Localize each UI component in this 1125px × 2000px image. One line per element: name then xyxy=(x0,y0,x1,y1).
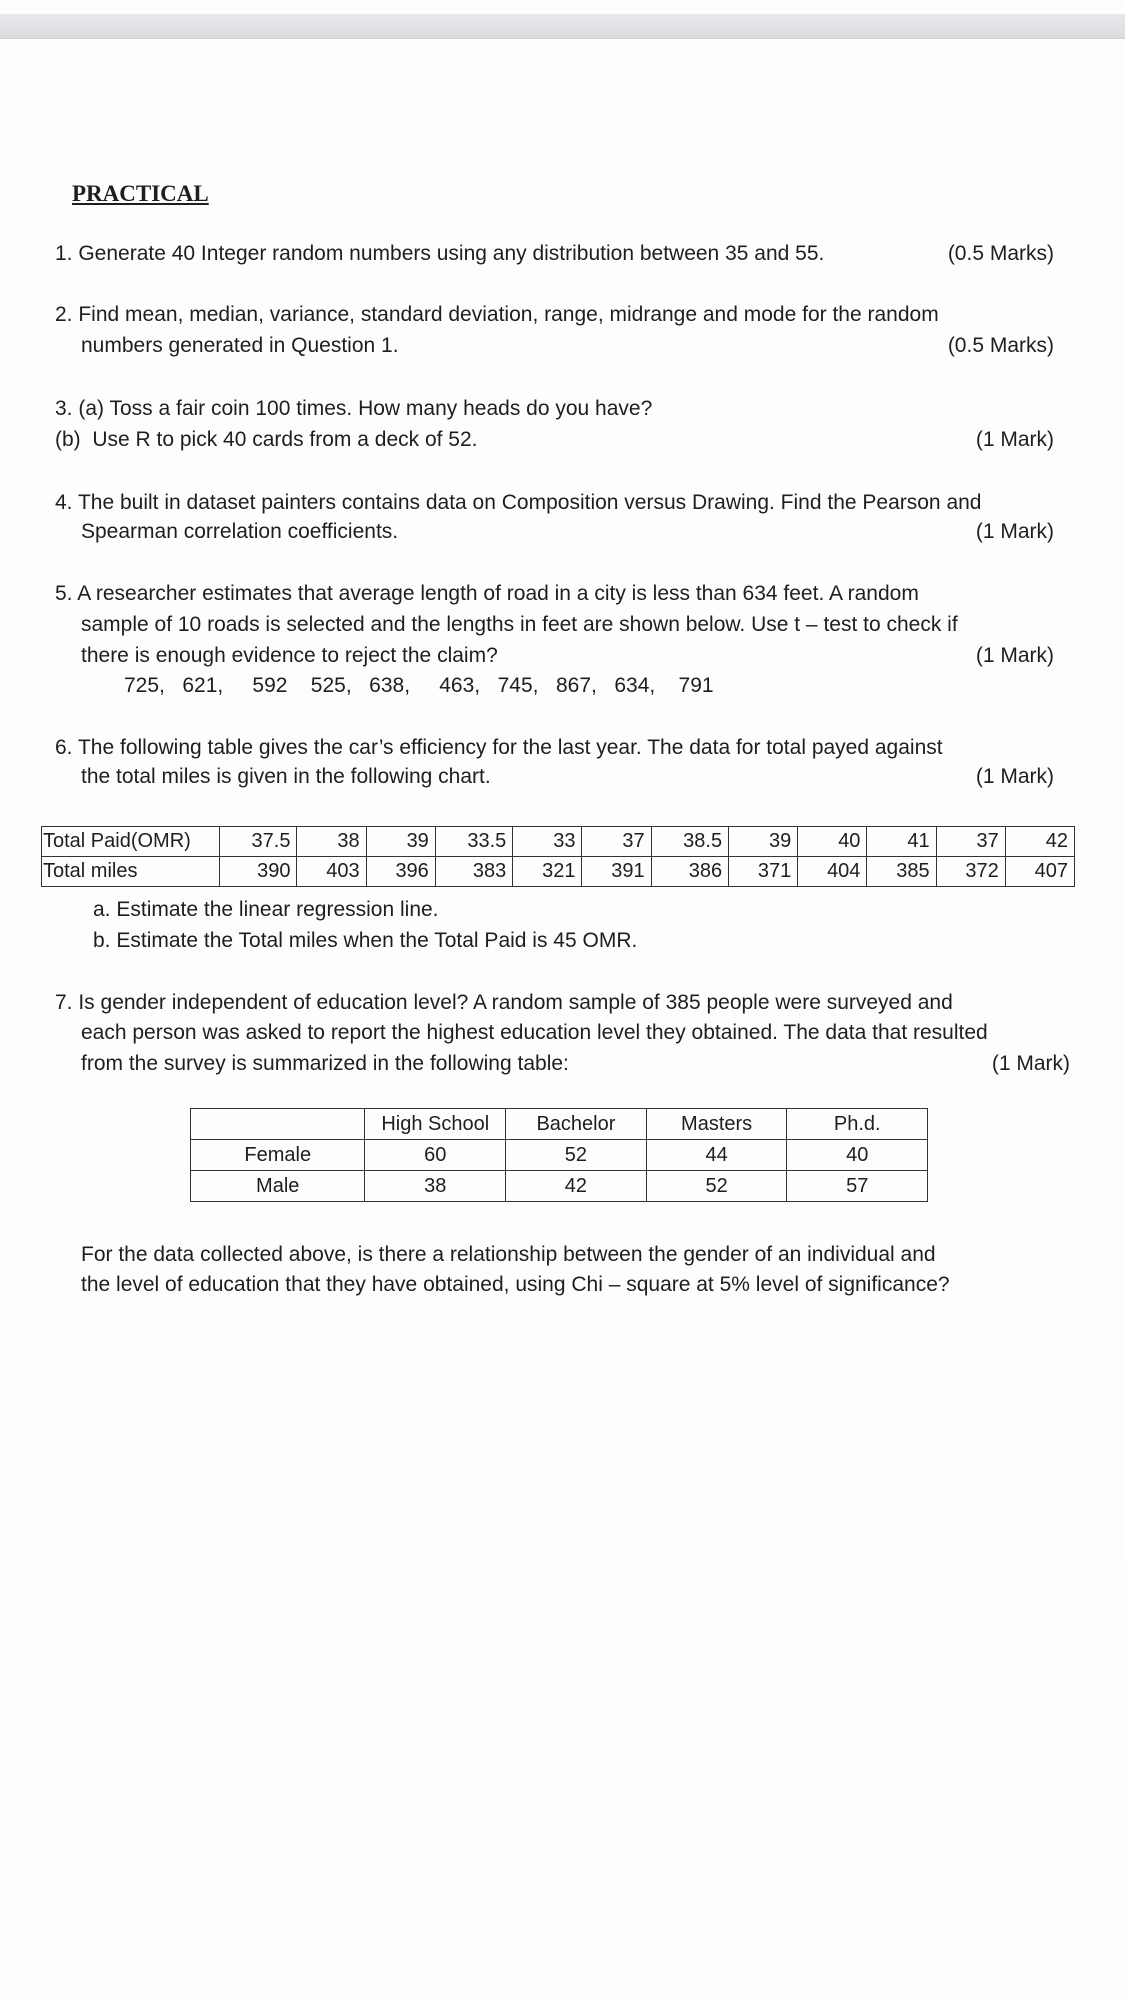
table-cell: 407 xyxy=(1005,857,1074,887)
column-header: Masters xyxy=(646,1109,787,1140)
question-3-line-2: (b) Use R to pick 40 cards from a deck of 52. xyxy=(55,428,478,451)
empty-corner-cell xyxy=(191,1109,365,1140)
question-7-marks: (1 Mark) xyxy=(991,1052,1070,1075)
table-cell: 42 xyxy=(1005,827,1074,857)
table-cell: 52 xyxy=(506,1140,647,1171)
page-title: PRACTICAL xyxy=(72,181,209,206)
education-table xyxy=(190,1108,928,1202)
question-7-follow-up-line-2: the level of education that they have obtained, using Chi – square at 5% level of significance? xyxy=(81,1273,950,1296)
table-cell: 383 xyxy=(435,857,512,887)
question-4-marks: (1 Mark) xyxy=(975,520,1054,543)
table-cell: 390 xyxy=(220,857,297,887)
table-cell: 37 xyxy=(582,827,651,857)
question-5-line-1: 5. A researcher estimates that average length of road in a city is less than 634 feet. A random xyxy=(55,582,919,605)
question-6-line-1: 6. The following table gives the car’s efficiency for the last year. The data for total payed against xyxy=(55,736,943,759)
table-cell: 57 xyxy=(787,1171,928,1202)
table-header-row xyxy=(191,1109,928,1140)
row-label-total-miles: Total miles xyxy=(42,857,220,887)
table-cell: 44 xyxy=(646,1140,787,1171)
table-row xyxy=(42,827,1075,857)
table-cell: 391 xyxy=(582,857,651,887)
question-6-line-2: the total miles is given in the following chart. xyxy=(81,765,491,788)
browser-top-bar xyxy=(0,14,1125,39)
table-cell: 41 xyxy=(867,827,936,857)
row-label: Female xyxy=(191,1140,365,1171)
question-6-part-a: a. Estimate the linear regression line. xyxy=(93,898,439,921)
question-7-line-2: each person was asked to report the highest education level they obtained. The data that resulted xyxy=(81,1021,988,1044)
question-4-line-2: Spearman correlation coefficients. xyxy=(81,520,399,543)
table-cell: 39 xyxy=(366,827,435,857)
question-1-marks: (0.5 Marks) xyxy=(947,242,1054,265)
efficiency-table xyxy=(41,826,1075,887)
table-cell: 42 xyxy=(506,1171,647,1202)
table-cell: 52 xyxy=(646,1171,787,1202)
table-cell: 403 xyxy=(297,857,366,887)
table-row xyxy=(191,1171,928,1202)
table-cell: 386 xyxy=(651,857,728,887)
question-5-marks: (1 Mark) xyxy=(975,644,1054,667)
column-header: Ph.d. xyxy=(787,1109,928,1140)
question-2-line-1: 2. Find mean, median, variance, standard deviation, range, midrange and mode for the random xyxy=(55,303,939,326)
question-3-marks: (1 Mark) xyxy=(975,428,1054,451)
question-7-line-3: from the survey is summarized in the following table: xyxy=(81,1052,569,1075)
question-5-line-2: sample of 10 roads is selected and the lengths in feet are shown below. Use t – test to check if xyxy=(81,613,958,636)
table-cell: 40 xyxy=(798,827,867,857)
table-cell: 60 xyxy=(365,1140,506,1171)
question-2-line-2: numbers generated in Question 1. xyxy=(81,334,399,357)
column-header: Bachelor xyxy=(506,1109,647,1140)
question-6-part-b: b. Estimate the Total miles when the Total Paid is 45 OMR. xyxy=(93,929,638,952)
table-cell: 38 xyxy=(297,827,366,857)
table-cell: 404 xyxy=(798,857,867,887)
question-4-line-1: 4. The built in dataset painters contains data on Composition versus Drawing. Find the Pearson and xyxy=(55,491,982,514)
column-header: High School xyxy=(365,1109,506,1140)
table-cell: 38 xyxy=(365,1171,506,1202)
table-cell: 385 xyxy=(867,857,936,887)
table-cell: 321 xyxy=(513,857,582,887)
table-cell: 40 xyxy=(787,1140,928,1171)
question-7-line-1: 7. Is gender independent of education level? A random sample of 385 people were surveyed and xyxy=(55,991,953,1014)
table-cell: 371 xyxy=(729,857,798,887)
table-row xyxy=(191,1140,928,1171)
table-cell: 38.5 xyxy=(651,827,728,857)
blank-page-area xyxy=(0,1566,1125,2000)
question-2-marks: (0.5 Marks) xyxy=(947,334,1054,357)
table-cell: 33 xyxy=(513,827,582,857)
row-label: Male xyxy=(191,1171,365,1202)
question-7-follow-up-line-1: For the data collected above, is there a relationship between the gender of an individual and xyxy=(81,1243,936,1266)
table-cell: 39 xyxy=(729,827,798,857)
table-row xyxy=(42,857,1075,887)
table-cell: 37 xyxy=(936,827,1005,857)
question-6-marks: (1 Mark) xyxy=(975,765,1054,788)
table-cell: 33.5 xyxy=(435,827,512,857)
table-cell: 396 xyxy=(366,857,435,887)
question-5-line-3: there is enough evidence to reject the claim? xyxy=(81,644,498,667)
question-3-line-1: 3. (a) Toss a fair coin 100 times. How many heads do you have? xyxy=(55,397,653,420)
question-5-values: 725, 621, 592 525, 638, 463, 745, 867, 634, 791 xyxy=(124,674,714,697)
table-cell: 372 xyxy=(936,857,1005,887)
question-1-text: 1. Generate 40 Integer random numbers using any distribution between 35 and 55. xyxy=(55,242,825,265)
row-label-total-paid: Total Paid(OMR) xyxy=(42,827,220,857)
table-cell: 37.5 xyxy=(220,827,297,857)
